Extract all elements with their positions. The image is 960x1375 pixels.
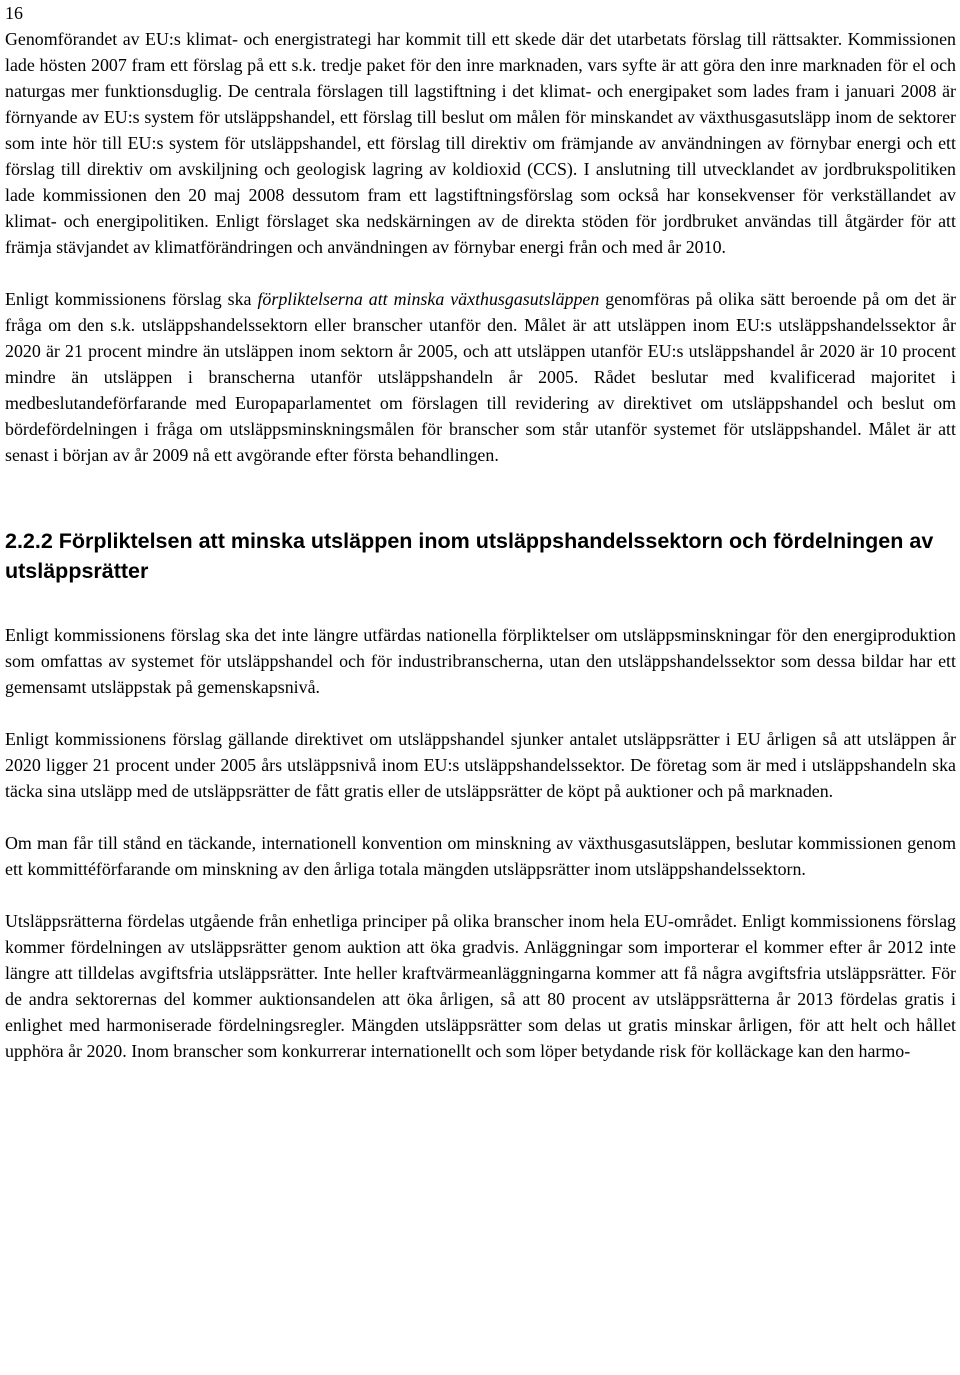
paragraph-obligations-start: Enligt kommissionens förslag ska	[5, 289, 258, 309]
page-number: 16	[5, 3, 23, 23]
paragraph-obligations-rest: genomföras på olika sätt beroende på om det är fråga om den s.k. utsläppshandelssektorn eller branscher utanför den. Målet är att utsläppen inom EU:s utsläppshandelssektor år 2020 är 21 procent mindre än utsläppen inom sektorn år 2005, och att utsläppen utanför EU:s utsläppshandel år 2020 är 10 procent mindre än utsläppen i branscherna utanför utsläppshandeln år 2005. Rådet beslutar med kvalificerad majoritet i medbeslutandeförfarande med Europaparlamentet om förslagen till revidering av direktivet om utsläppshandel och beslut om bördefördelningen i fråga om utsläppsminskningsmålen för branscher som står utanför systemet för utsläppshandel. Målet är att senast i början av år 2009 nå ett avgörande efter första behandlingen.	[5, 289, 956, 465]
section-paragraph: Enligt kommissionens förslag ska det inte längre utfärdas nationella förpliktelser om utsläppsminskningar för den energiproduktion som omfattas av systemet för utsläppshandel och för industribranscherna, utan den utsläppshandelssektor som dessa bildar har ett gemensamt utsläppstak på gemenskapsnivå.	[5, 625, 956, 697]
section-paragraph: Enligt kommissionens förslag gällande direktivet om utsläppshandel sjunker antalet utsläppsrätter i EU årligen så att utsläppen år 2020 ligger 21 procent under 2005 års utsläppsnivå inom EU:s utsläppshandelssektor. De företag som är med i utsläppshandeln ska täcka sina utsläpp med de utsläppsrätter de fått gratis eller de utsläppsrätter de köpt på auktioner och på marknaden.	[5, 729, 956, 801]
section-paragraph: Utsläppsrätterna fördelas utgående från enhetliga principer på olika branscher inom hela EU-området. Enligt kommissionens förslag kommer fördelningen av utsläppsrätter genom auktion att öka gradvis. Anläggningar som importerar el kommer efter år 2012 inte längre att tilldelas avgiftsfria utsläppsrätter. Inte heller kraftvärmeanläggningarna kommer att få några avgiftsfria utsläppsrätter. För de andra sektorernas del kommer auktionsandelen att öka årligen, så att 80 procent av utsläppsrätterna år 2013 fördelas gratis i enlighet med harmoniserade fördelningsregler. Mängden utsläppsrätter som delas ut gratis minskar årligen, för att helt och hållet upphöra år 2020. Inom branscher som konkurrerar internationellt och som löper betydande risk för kolläckage kan den harmo-	[5, 911, 956, 1061]
section-paragraph: Om man får till stånd en täckande, internationell konvention om minskning av växthusgasutsläppen, beslutar kommissionen genom ett kommittéförfarande om minskning av den årliga totala mängden utsläppsrätter inom utsläppshandelssektorn.	[5, 833, 956, 879]
section-heading: 2.2.2 Förpliktelsen att minska utsläppen inom utsläppshandelssektorn och fördelningen av utsläppsrätter	[5, 529, 934, 583]
paragraph-obligations	[5, 286, 956, 468]
paragraph-implementation: Genomförandet av EU:s klimat- och energistrategi har kommit till ett skede där det utarbetats förslag till rättsakter. Kommissionen lade hösten 2007 fram ett förslag på ett s.k. tredje paket för den inre marknaden, vars syfte är att göra den inre marknaden för el och naturgas mer funktionsduglig. De centrala förslagen till lagstiftning i det klimat- och energipaket som lades fram i januari 2008 är förnyande av EU:s system för utsläppshandel, ett förslag till beslut om målen för minskandet av växthusgasutsläpp inom de sektorer som inte hör till EU:s system för utsläppshandel, ett förslag till direktiv om främjande av användningen av förnybar energi och ett förslag till direktiv om avskiljning och geologisk lagring av koldioxid (CCS). I anslutning till utvecklandet av jordbrukspolitiken lade kommissionen den 20 maj 2008 dessutom fram ett lagstiftningsförslag som också har konsekvenser för verkställandet av klimat- och energipolitiken. Enligt förslaget ska nedskärningen av de direkta stöden för jordbruket användas till åtgärder för att främja stävjandet av klimatförändringen och användningen av förnybar energi från och med år 2010.	[5, 29, 956, 257]
paragraph-obligations-emphasis: förpliktelserna att minska växthusgasutsläppen	[257, 289, 600, 309]
